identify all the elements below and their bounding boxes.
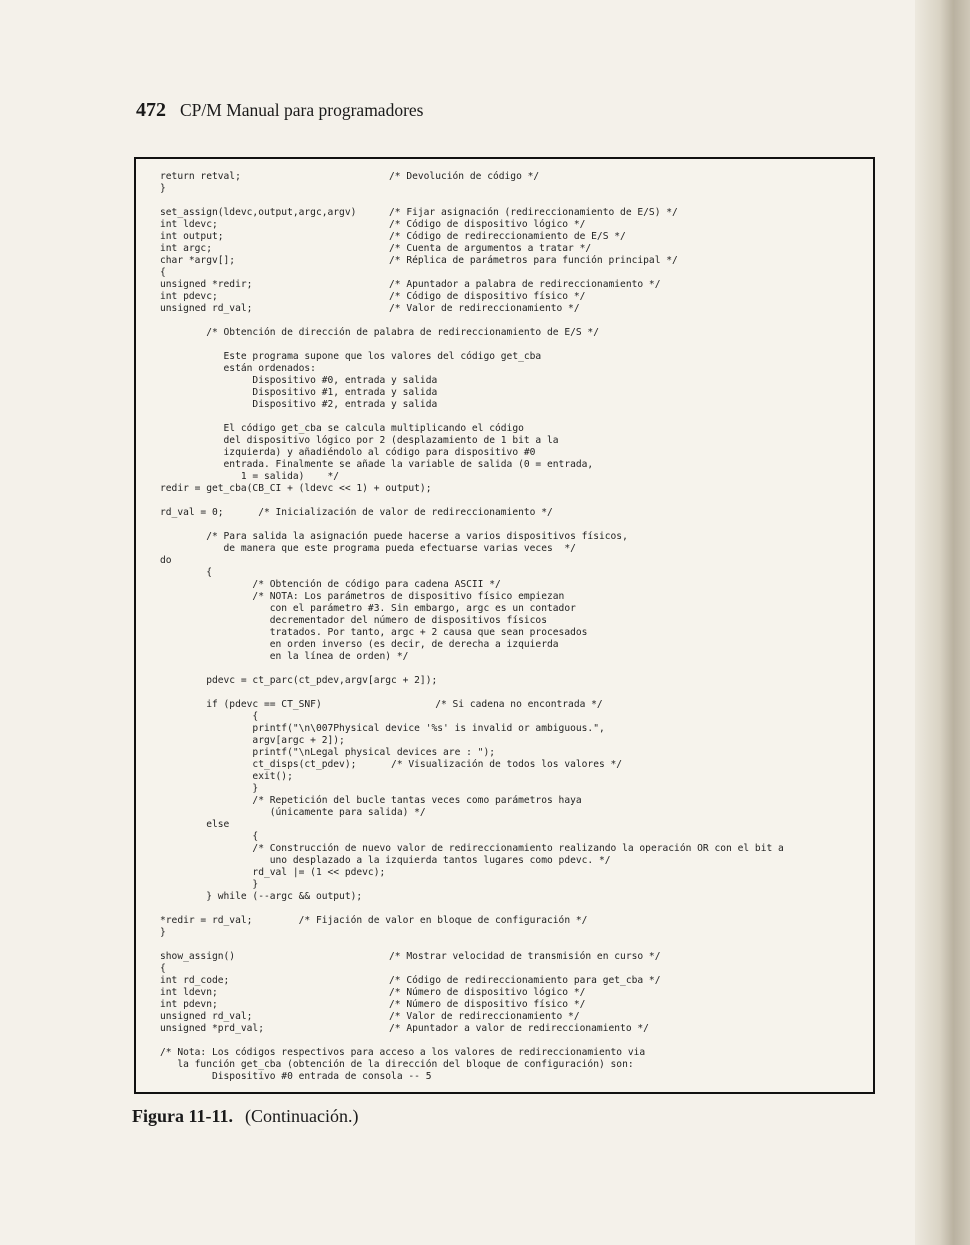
code-line: int output; [160,231,224,242]
code-line: /* Obtención de dirección de palabra de redireccionamiento de E/S */ [160,327,599,338]
code-line: } while (--argc && output); [160,891,363,902]
code-line: del dispositivo lógico por 2 (desplazamiento de 1 bit a la [160,435,559,446]
code-line: /* Para salida la asignación puede hacerse a varios dispositivos físicos, [160,531,628,542]
code-line: } [160,183,166,194]
page-header [136,99,423,122]
code-comment: /* Si cadena no encontrada */ [389,699,603,710]
code-line: set_assign(ldevc,output,argc,argv) [160,207,357,218]
code-line: { [160,831,259,842]
code-line: int rd_code; [160,975,230,986]
code-line: int ldevc; [160,219,218,230]
code-line: con el parámetro #3. Sin embargo, argc es un contador [160,603,576,614]
code-line: show_assign() [160,951,236,962]
code-line: /* Repetición del bucle tantas veces como parámetros haya [160,795,582,806]
code-line: Dispositivo #0, entrada y salida [160,375,438,386]
figure-caption-text: (Continuación.) [245,1106,359,1126]
code-line: pdevc = ct_parc(ct_pdev,argv[argc + 2]); [160,675,438,686]
code-comment: /* Devolución de código */ [389,171,540,182]
page-number: 472 [136,99,166,121]
code-line: rd_val = 0; /* Inicialización de valor de redireccionamiento */ [160,507,553,518]
code-line: *redir = rd_val; /* Fijación de valor en bloque de configuración */ [160,915,588,926]
code-line: return retval; [160,171,241,182]
code-line: int pdevn; [160,999,218,1010]
code-line: decrementador del número de dispositivos físicos [160,615,547,626]
running-title: CP/M Manual para programadores [180,100,424,120]
code-line: int ldevn; [160,987,218,998]
code-line: /* Nota: Los códigos respectivos para acceso a los valores de redireccionamiento via [160,1047,646,1058]
code-line: en la línea de orden) */ [160,651,409,662]
code-line: de manera que este programa pueda efectuarse varias veces */ [160,543,576,554]
code-line: uno desplazado a la izquierda tantos lugares como pdevc. */ [160,855,611,866]
code-line: printf("\n\007Physical device '%s' is invalid or ambiguous.", [160,723,605,734]
code-comment: /* Cuenta de argumentos a tratar */ [389,243,592,254]
code-line: { [160,711,259,722]
code-line: { [160,267,166,278]
code-line: /* NOTA: Los parámetros de dispositivo físico empiezan [160,591,565,602]
code-line: redir = get_cba(CB_CI + (ldevc << 1) + output); [160,483,432,494]
code-line: la función get_cba (obtención de la dirección del bloque de configuración) son: [160,1059,634,1070]
figure-caption [132,1106,359,1127]
code-comment: /* Réplica de parámetros para función principal */ [389,255,678,266]
code-comment: /* Número de dispositivo físico */ [389,999,586,1010]
code-line: ct_disps(ct_pdev); /* Visualización de todos los valores */ [160,759,623,770]
code-line: tratados. Por tanto, argc + 2 causa que sean procesados [160,627,588,638]
code-comment: /* Número de dispositivo lógico */ [389,987,586,998]
code-line: { [160,963,166,974]
code-line: en orden inverso (es decir, de derecha a izquierda [160,639,559,650]
code-line: } [160,927,166,938]
code-line: { [160,567,212,578]
code-line: están ordenados: [160,363,316,374]
code-comment: /* Código de dispositivo lógico */ [389,219,586,230]
code-line: do [160,555,172,566]
code-comment: /* Valor de redireccionamiento */ [389,303,580,314]
code-line: Dispositivo #1, entrada y salida [160,387,438,398]
code-line: rd_val |= (1 << pdevc); [160,867,386,878]
page-edge-shadow [915,0,970,1245]
code-line: /* Obtención de código para cadena ASCII */ [160,579,501,590]
code-line: int argc; [160,243,212,254]
code-line: unsigned rd_val; [160,303,253,314]
code-line: unsigned rd_val; [160,1011,253,1022]
code-comment: /* Apuntador a palabra de redireccionamiento */ [389,279,661,290]
code-comment: /* Fijar asignación (redireccionamiento de E/S) */ [389,207,678,218]
code-line: El código get_cba se calcula multiplicando el código [160,423,524,434]
code-line: unsigned *prd_val; [160,1023,264,1034]
code-line: unsigned *redir; [160,279,253,290]
figure-label: Figura 11-11. [132,1106,234,1126]
code-line: /* Construcción de nuevo valor de redireccionamiento realizando la operación OR con el bit a [160,843,784,854]
code-line: } [160,783,259,794]
code-line: 1 = salida) */ [160,471,340,482]
code-comment: /* Código de redireccionamiento de E/S */ [389,231,626,242]
code-line: Dispositivo #2, entrada y salida [160,399,438,410]
code-line: izquierda) y añadiéndolo al código para dispositivo #0 [160,447,536,458]
code-line: char *argv[]; [160,255,236,266]
code-line: (únicamente para salida) */ [160,807,426,818]
code-line: printf("\nLegal physical devices are : "); [160,747,496,758]
code-line: if (pdevc == CT_SNF) [160,699,322,710]
code-line: Dispositivo #0 entrada de consola -- 5 [160,1071,432,1082]
code-line: entrada. Finalmente se añade la variable de salida (0 = entrada, [160,459,594,470]
code-comment: /* Código de dispositivo físico */ [389,291,586,302]
code-line: int pdevc; [160,291,218,302]
code-comment: /* Apuntador a valor de redireccionamiento */ [389,1023,649,1034]
code-line: exit(); [160,771,293,782]
code-comment: /* Valor de redireccionamiento */ [389,1011,580,1022]
code-line: } [160,879,259,890]
code-comment: /* Mostrar velocidad de transmisión en curso */ [389,951,661,962]
code-line: else [160,819,230,830]
code-listing-box [134,157,875,1094]
code-line: argv[argc + 2]); [160,735,345,746]
code-line: Este programa supone que los valores del código get_cba [160,351,542,362]
code-comment: /* Código de redireccionamiento para get_cba */ [389,975,661,986]
